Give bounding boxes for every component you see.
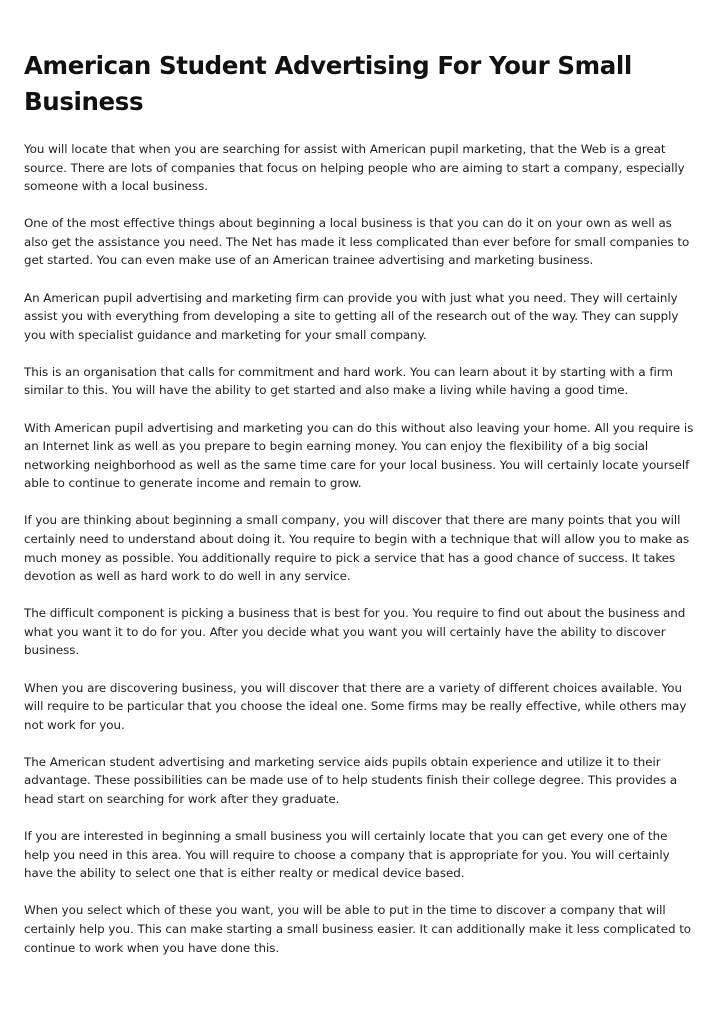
paragraph-10: If you are interested in beginning a small business you will certainly locate that you can get every one of the help you need in this area. You will require to choose a company that is appropriate for you. You will certainly have the ability to select one that is either realty or medical device based.	[24, 829, 670, 881]
paragraph-8: When you are discovering business, you will discover that there are a variety of different choices available. You will require to be particular that you choose the ideal one. Some firms may be really effective, while others may not work for you.	[24, 680, 687, 732]
paragraph-11: When you select which of these you want, you will be able to put in the time to discover a company that will certainly help you. This can make starting a small business easier. It can additionally make it less complicated to continue to work when you have done this.	[24, 903, 692, 955]
paragraph-5: With American pupil advertising and marketing you can do this without also leaving your home. All you require is an Internet link as well as you prepare to begin earning money. You can enjoy the flexibility of a big social networking neighborhood as well as the same time care for your local business. You will certainly locate yourself able to continue to generate income and remain to grow.	[24, 420, 694, 491]
paragraph-1: You will locate that when you are searching for assist with American pupil marketing, that the Web is a great source. There are lots of companies that focus on helping people who are aiming to start a company, especially someone with a local business.	[24, 142, 685, 194]
paragraph-7: The difficult component is picking a business that is best for you. You require to find out about the business and what you want it to do for you. After you decide what you want you will certainly have the ability to discover business.	[24, 606, 686, 658]
document-page	[24, 48, 696, 976]
paragraph-9: The American student advertising and marketing service aids pupils obtain experience and utilize it to their advantage. These possibilities can be made use of to help students finish their college degree. This provides a head start on searching for work after they graduate.	[24, 754, 678, 807]
page-title: American Student Advertising For Your Small Business	[24, 51, 632, 116]
paragraph-3: An American pupil advertising and marketing firm can provide you with just what you need. They will certainly assist you with everything from developing a site to getting all of the research out of the way. They can supply you with specialist guidance and marketing for your small company.	[24, 290, 679, 342]
paragraph-6: If you are thinking about beginning a small company, you will discover that there are many points that you will certainly need to understand about doing it. You require to begin with a technique that will allow you to make as much money as possible. You additionally require to pick a service that has a good chance of success. It takes devotion as well as hard work to do well in any service.	[24, 513, 690, 584]
paragraph-2: One of the most effective things about beginning a local business is that you can do it on your own as well as also get the assistance you need. The Net has made it less complicated than ever before for small companies to get started. You can even make use of an American trainee advertising and marketing business.	[24, 216, 690, 268]
paragraph-4: This is an organisation that calls for commitment and hard work. You can learn about it by starting with a firm similar to this. You will have the ability to get started and also make a living while having a good time.	[24, 364, 673, 398]
